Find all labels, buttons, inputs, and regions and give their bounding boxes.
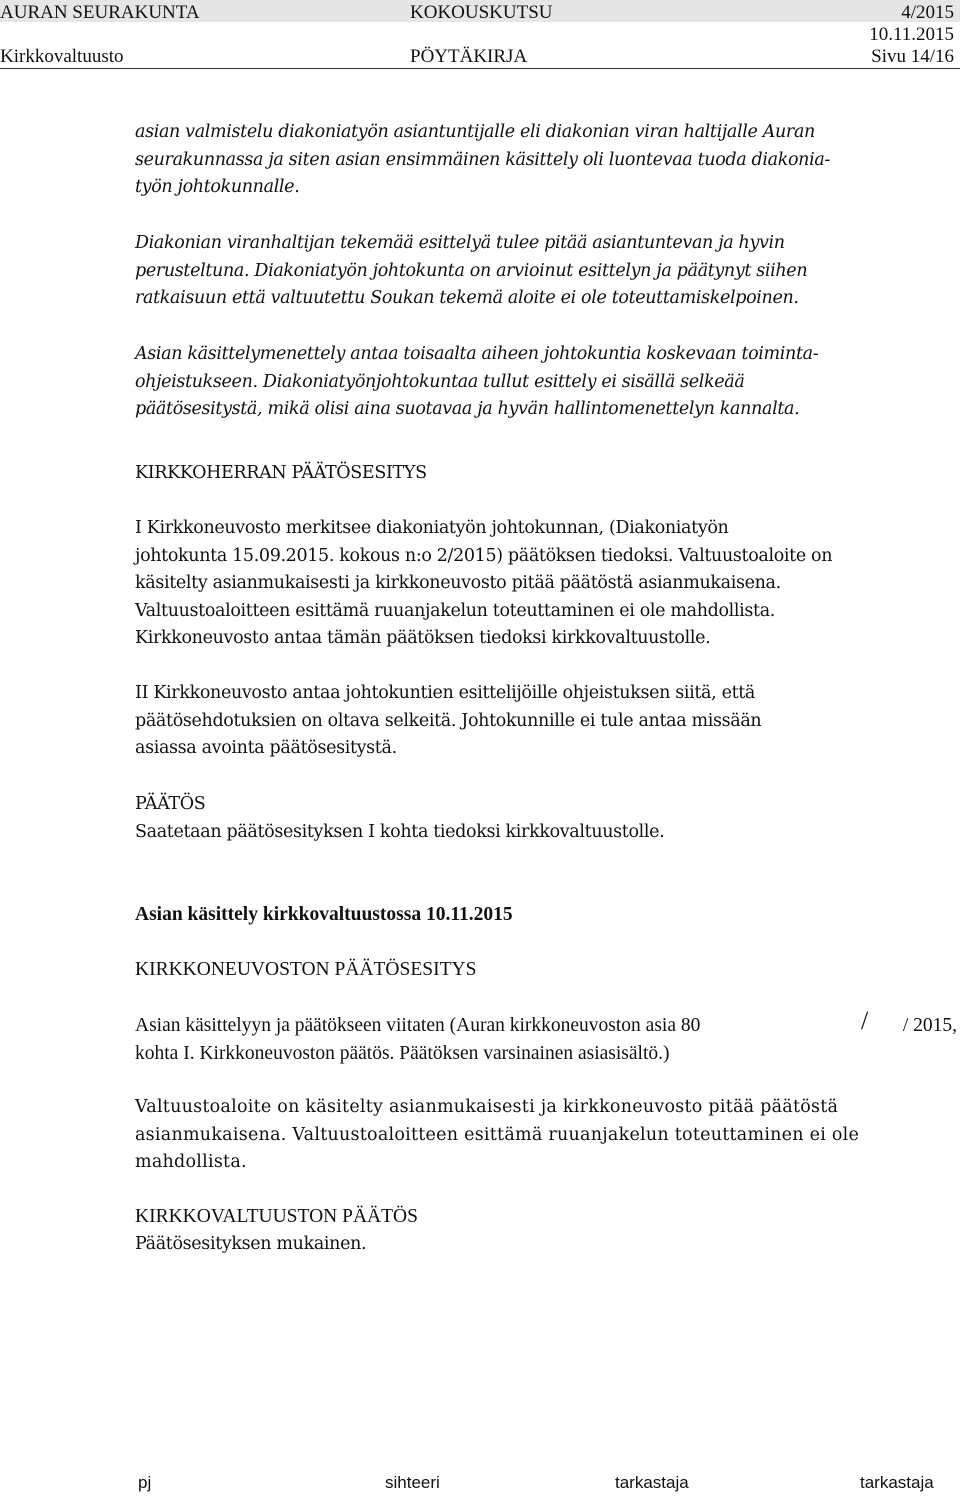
text-line: päätösesitystä, mikä olisi aina suotavaa ja hyvän hallintomenettelyn kannalta. (135, 399, 800, 419)
doc-type: KOKOUSKUTSU (410, 2, 553, 23)
header-row-3 (0, 44, 960, 69)
paragraph-presentation (135, 230, 957, 313)
text-line: Asian käsittelymenettely antaa toisaalta aiheen johtokuntia koskevaan toiminta- (135, 344, 819, 364)
body-name: Kirkkovaltuusto (0, 46, 124, 67)
board-proposal-text (135, 1094, 957, 1177)
section-heading: KIRKKOHERRAN PÄÄTÖSESITYS (135, 463, 427, 483)
text-fragment: Asian käsittelyyn ja päätökseen viitaten (Auran kirkkoneuvoston asia 80 (135, 1015, 701, 1036)
text-fragment: / 2015, (902, 1015, 957, 1036)
text-line: asiassa avointa päätösesitystä. (135, 738, 397, 758)
signature-chair: pj (138, 1473, 152, 1492)
text-line: ratkaisuun että valtuutettu Soukan tekemä aloite ei ole toteuttamiskelpoinen. (135, 288, 799, 308)
decision-section (135, 791, 957, 846)
text-line: Diakonian viranhaltijan tekemää esittelyä tulee pitää asiantuntevan ja hyvin (135, 233, 785, 253)
signature-secretary: sihteeri (385, 1473, 440, 1492)
text-line: Päätösesityksen mukainen. (135, 1234, 367, 1254)
council-decision-text (135, 1231, 957, 1259)
paragraph-preparation (135, 119, 957, 202)
text-line: seurakunnassa ja siten asian ensimmäinen käsittely oli luontevaa tuoda diakonia- (135, 149, 830, 170)
minutes-label: PÖYTÄKIRJA (410, 46, 528, 67)
text-line: Valtuustoaloitteen esittämä ruuanjakelun toteuttaminen ei ole mahdollista. (135, 600, 775, 621)
vicar-proposal-part-1 (135, 515, 957, 653)
text-line: Valtuustoaloite on käsitelty asianmukaisesti ja kirkkoneuvosto pitää päätöstä (135, 1097, 839, 1117)
text-line: asian valmistelu diakoniatyön asiantuntijalle eli diakonian viran haltijalle Auran (135, 122, 815, 142)
header-row-1 (0, 0, 960, 22)
vicar-proposal-heading (135, 460, 957, 488)
text-line: työn johtokunnalle. (135, 177, 300, 197)
signature-examiner-1: tarkastaja (615, 1473, 689, 1492)
slash-mark: / (861, 1006, 869, 1035)
text-line: johtokunta 15.09.2015. kokous n:o 2/2015) päätöksen tiedoksi. Valtuustoaloite on (135, 545, 833, 566)
text-line: perusteltuna. Diakoniatyön johtokunta on arvioinut esittelyn ja päätynyt siihen (135, 260, 808, 281)
section-heading: PÄÄTÖS (135, 794, 206, 814)
section-title: Asian käsittely kirkkovaltuustossa 10.11.2015 (135, 904, 513, 925)
org-name: AURAN SEURAKUNTA (0, 2, 200, 23)
text-line: päätösehdotuksien on oltava selkeitä. Johtokunnille ei tule antaa missään (135, 710, 762, 731)
signature-examiner-2: tarkastaja (860, 1473, 934, 1492)
text-line: II Kirkkoneuvosto antaa johtokuntien esittelijöille ohjeistuksen siitä, että (135, 683, 756, 703)
paragraph-procedure (135, 341, 957, 424)
text-line: ohjeistukseen. Diakoniatyönjohtokuntaa tullut esittely ei sisällä selkeää (135, 371, 745, 392)
text-line: Kirkkoneuvosto antaa tämän päätöksen tiedoksi kirkkovaltuustolle. (135, 628, 711, 648)
section-heading: KIRKKOVALTUUSTON PÄÄTÖS (135, 1206, 418, 1227)
page-number: Sivu 14/16 (871, 46, 954, 67)
board-proposal-heading (135, 956, 957, 984)
header-row-2 (0, 22, 960, 44)
text-line: Saatetaan päätösesityksen I kohta tiedoksi kirkkovaltuustolle. (135, 821, 665, 842)
text-line (135, 1006, 957, 1040)
text-line: mahdollista. (135, 1152, 247, 1172)
text-line: I Kirkkoneuvosto merkitsee diakoniatyön johtokunnan, (Diakoniatyön (135, 518, 729, 538)
council-decision-heading (135, 1203, 957, 1231)
meeting-date: 10.11.2015 (869, 24, 954, 45)
meeting-number: 4/2015 (901, 2, 954, 23)
text-line: asianmukaisena. Valtuustoaloitteen esittämä ruuanjakelun toteuttaminen ei ole (135, 1124, 860, 1145)
board-proposal-reference (135, 1006, 957, 1067)
council-handling-title (135, 901, 957, 929)
text-line: kohta I. Kirkkoneuvoston päätös. Päätöksen varsinainen asiasisältö.) (135, 1042, 670, 1064)
text-line: käsitelty asianmukaisesti ja kirkkoneuvosto pitää päätöstä asianmukaisena. (135, 573, 781, 593)
section-heading: KIRKKONEUVOSTON PÄÄTÖSESITYS (135, 959, 477, 980)
vicar-proposal-part-2 (135, 680, 957, 763)
